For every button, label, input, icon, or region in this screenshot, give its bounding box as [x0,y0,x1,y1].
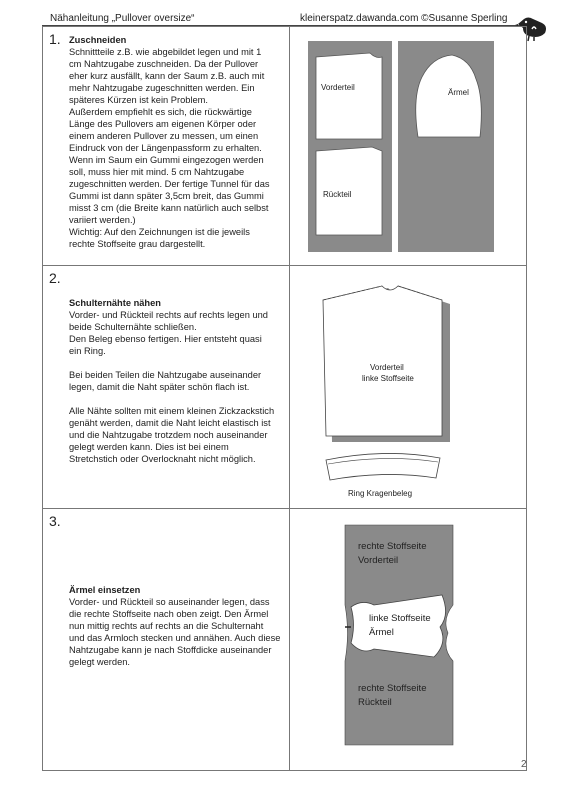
document-title: Nähanleitung „Pullover oversize“ [50,13,195,24]
step-number: 1. [49,31,61,47]
instruction-table [42,26,527,771]
sleeve-wrong-side-label: linke Stoffseite [369,613,431,624]
text-line: variiert werden.) [69,215,136,225]
text-line: Vorder- und Rückteil rechts auf rechts legen und [69,310,268,320]
text-line: gelegt werden kann. Dies ist bei einem [69,442,229,452]
text-line: Wenn im Saum ein Gummi eingezogen werden [69,155,264,165]
front-piece [316,53,382,139]
wrong-side-label: linke Stoffseite [362,374,414,383]
text-line: und das Armloch stecken und annähen. Auch diese [69,633,281,643]
text-line: Nahtzugabe kann je nach Stoffdicke auseinander [69,645,272,655]
shoulder-seam-figure [290,266,528,503]
text-line: Länge des Pullovers am eigenen Körper oder [69,119,257,129]
text-line: soll, muss hier mit mind. 5 cm Nahtzugabe [69,167,245,177]
text-line: rechte Stoffseite grau dargestellt. [69,239,206,249]
text-line: nun mittig rechts auf rechts an die Schulternaht [69,621,264,631]
text-line: legen, damit die Naht später schön flach ist. [69,382,250,392]
step-3-figure-cell [290,509,527,771]
step-1-text [69,34,289,250]
text-line: zugeschnitten werden. Der fertige Tunnel für das [69,179,270,189]
step-heading: Schulternähte nähen [69,298,161,308]
text-line: Gummi ist dann später 3,5cm breit, das Gummi [69,191,264,201]
sleeve-piece-label: Ärmel [448,88,469,97]
sleeve-wrong-side [351,595,446,657]
author-credit: kleinerspatz.dawanda.com ©Susanne Sperling [300,13,508,24]
front-piece-wrong-side [323,286,442,436]
text-line: eher kurz ausfällt, kann der Saum z.B. auch mit [69,71,265,81]
step-heading: Zuschneiden [69,35,127,45]
step-1-text-cell [43,27,290,266]
text-line: ein Ring. [69,346,106,356]
text-line: Stretchstich oder Overlocknaht nicht möglich. [69,454,256,464]
collar-label: Ring Kragenbeleg [348,489,413,498]
front-piece-label: Vorderteil [321,83,355,92]
step-2-figure-cell [290,266,527,509]
step-1-figure-cell [290,27,527,266]
front-label: Vorderteil [358,555,399,566]
back-label: Rückteil [358,697,392,708]
text-line: gelegt werden. [69,657,130,667]
text-line: beide Schulternähte schließen. [69,322,197,332]
text-line: Vorder- und Rückteil so auseinander legen, dass [69,597,270,607]
collar-facing-ring [326,453,440,480]
front-right-side-label: rechte Stoffseite [358,541,427,552]
text-line: genäht werden, damit die Naht leicht elastisch ist [69,418,271,428]
step-2-text [69,297,289,465]
text-line: misst 3 cm (die Breite kann natürlich auch selbst [69,203,269,213]
sleeve-attach-figure [290,509,528,765]
text-line: Außerdem empfiehlt es sich, die rückwärtige [69,107,252,117]
text-line: cm Nahtzugabe zuschneiden. Da der Pullover [69,59,259,69]
back-piece-label: Rückteil [323,190,352,199]
text-line: die rechte Stoffseite nach oben zeigt. Den Ärmel [69,609,269,619]
step-2-text-cell [43,266,290,509]
back-right-side-label: rechte Stoffseite [358,683,427,694]
text-line: Den Beleg ebenso fertigen. Hier entsteht quasi [69,334,262,344]
step-3-text-cell [43,509,290,771]
step-number: 2. [49,270,61,286]
text-line: mehr Nahtzugabe zugeschnitten werden. Ein [69,83,255,93]
step-3-text [69,584,289,668]
text-line: späteres Kürzen ist kein Problem. [69,95,208,105]
text-line: und die Nahtzugabe trotzdem noch auseinander [69,430,268,440]
sleeve-label: Ärmel [369,627,394,638]
front-label: Vorderteil [370,363,404,372]
text-line: Alle Nähte sollten mit einem kleinen Zickzackstich [69,406,275,416]
page-number: 2 [521,759,527,770]
text-line: Eindruck von der Längenpassform zu erhalten. [69,143,262,153]
text-line: einem anderen Pullover zu messen, um einen [69,131,259,141]
step-number: 3. [49,513,61,529]
text-line: Schnittteile z.B. wie abgebildet legen und mit 1 [69,47,262,57]
step-heading: Ärmel einsetzen [69,585,141,595]
text-line: Bei beiden Teilen die Nahtzugabe auseinander [69,370,262,380]
text-line: Wichtig: Auf den Zeichnungen ist die jeweils [69,227,250,237]
cutting-layout-figure [290,27,528,260]
